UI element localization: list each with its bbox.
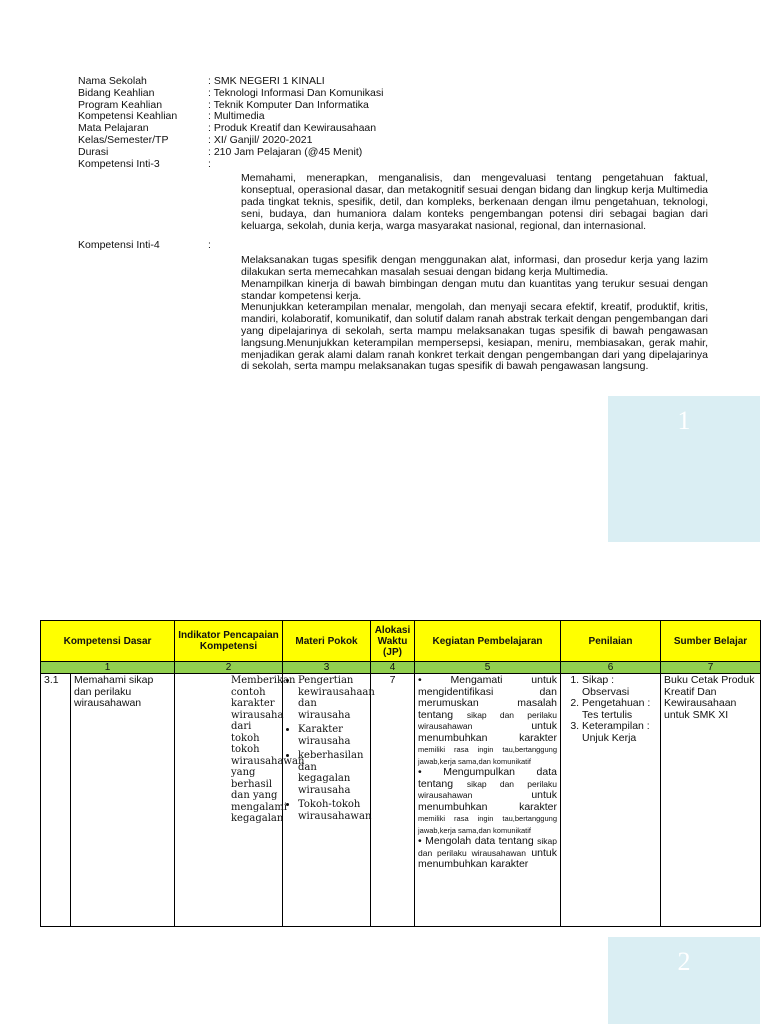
ki4-paragraph-3: Menunjukkan keterampilan menalar, mengolah, dan menyaji secara efektif, kreatif, produktif, kritis, mandiri, kolaboratif, komunikatif, dan solutif dalam ranah abstrak terkait dengan pengembangan dari yang dipelajarinya di sekolah, serta mampu melaksanakan tugas spesifik di bawah pengawasan langsung.Menunjukkan keterampilan mempersepsi, kesiapan, meniru, membiasakan, gerak mahir, menjadikan gerak alami dalam ranah konkret terkait dengan pengembangan dari yang dipelajarinya di sekolah, serta mampu melaksanakan tugas spesifik di bawah pengawasan langsung. [241, 301, 708, 373]
meta-row-duration: Durasi : 210 Jam Pelajaran (@45 Menit) [78, 145, 363, 158]
lesson-plan-table [40, 620, 761, 927]
page-number-2: 2 [608, 937, 760, 1024]
meta-row-competency: Kompetensi Keahlian : Multimedia [78, 110, 265, 123]
header-indikator: Indikator Pencapaian Kompetensi [175, 621, 283, 662]
list-item: • Karakter wirausaha [298, 724, 367, 747]
header-sumber: Sumber Belajar [661, 621, 761, 662]
indikator-text: Memberikan contoh karakter wirausaha dari tokoh tokoh wirausahawan yang berhasil dan yang mengalami kegagalan [175, 674, 283, 927]
header-kegiatan: Kegiatan Pembelajaran [415, 621, 561, 662]
kd-text: Memahami sikap dan perilaku wirausahawan [71, 674, 175, 927]
kegiatan-item: • Mengumpulkan data tentang sikap dan perilaku wirausahawan untuk menumbuhkan karakter memiliki rasa ingin tau,bertanggung jawab,kerja sama,dan komunikatif [418, 766, 558, 835]
column-number-row: 1 2 3 4 5 6 7 [41, 662, 761, 674]
kd-number: 3.1 [41, 674, 71, 927]
ki4-paragraph-1: Melaksanakan tugas spesifik dengan menggunakan alat, informasi, dan prosedur kerja yang lazim dilakukan serta memecahkan masalah sesuai dengan bidang kerja Multimedia. [241, 254, 708, 278]
materi-list [283, 674, 375, 927]
list-item: 2. Pengetahuan : Tes tertulis [582, 698, 657, 721]
meta-row-class: Kelas/Semester/TP : XI/ Ganjil/ 2020-2021 [78, 133, 313, 146]
list-item: 1. Sikap : Observasi [582, 675, 657, 698]
header-materi: Materi Pokok [283, 621, 371, 662]
jp-value: 7 [371, 674, 415, 927]
header-alokasi: Alokasi Waktu (JP) [371, 621, 415, 662]
ki4-text [241, 255, 708, 373]
table-header-row [41, 621, 761, 662]
header-kompetensi-dasar: Kompetensi Dasar [41, 621, 175, 662]
meta-row-field: Bidang Keahlian : Teknologi Informasi Dan Komunikasi [78, 86, 384, 99]
list-item: 3. Keterampilan : Unjuk Kerja [582, 721, 657, 744]
sumber-text: Buku Cetak Produk Kreatif Dan Kewirausahaan untuk SMK XI [661, 674, 761, 927]
ki3-text: Memahami, menerapkan, menganalisis, dan mengevaluasi tentang pengetahuan faktual, konseptual, operasional dasar, dan metakognitif sesuai dengan bidang dan lingkup kerja Multimedia pada tingkat teknis, spesifik, detil, dan kompleks, berkenaan dengan ilmu pengetahuan, teknologi, seni, budaya, dan humaniora dalam konteks pengembangan potensi diri sebagai bagian dari keluarga, sekolah, dunia kerja, warga masyarakat nasional, regional, dan internasional. [241, 172, 708, 232]
meta-row-subject: Mata Pelajaran : Produk Kreatif dan Kewirausahaan [78, 122, 377, 135]
ki3-row: Kompetensi Inti-3 : [78, 157, 211, 170]
list-item: • Tokoh-tokoh wirausahawan [298, 799, 367, 822]
meta-row-school: Nama Sekolah : SMK NEGERI 1 KINALI [78, 75, 325, 87]
table-row [41, 674, 761, 927]
list-item: • Pengertian kewirausahaan dan wirausaha [298, 675, 367, 721]
kegiatan-cell [415, 674, 561, 927]
kegiatan-item: • Mengamati untuk mengidentifikasi dan merumuskan masalah tentang sikap dan perilaku wirausahawan untuk menumbuhkan karakter memiliki rasa ingin tau,bertanggung jawab,kerja sama,dan komunikatif [418, 674, 558, 766]
page-number-1: 1 [608, 396, 760, 542]
penilaian-list [561, 674, 661, 927]
ki4-paragraph-2: Menampilkan kinerja di bawah bimbingan dengan mutu dan kuantitas yang terukur sesuai dengan standar kompetensi kerja. [241, 277, 708, 302]
list-item: • keberhasilan dan kegagalan wirausaha [298, 750, 367, 796]
header-penilaian: Penilaian [561, 621, 661, 662]
kegiatan-item: • Mengolah data tentang sikap dan perilaku wirausahawan untuk menumbuhkan karakter [418, 835, 558, 870]
meta-row-program: Program Keahlian : Teknik Komputer Dan Informatika [78, 98, 369, 111]
ki4-row: Kompetensi Inti-4 : [78, 239, 211, 252]
document-header [78, 76, 708, 373]
